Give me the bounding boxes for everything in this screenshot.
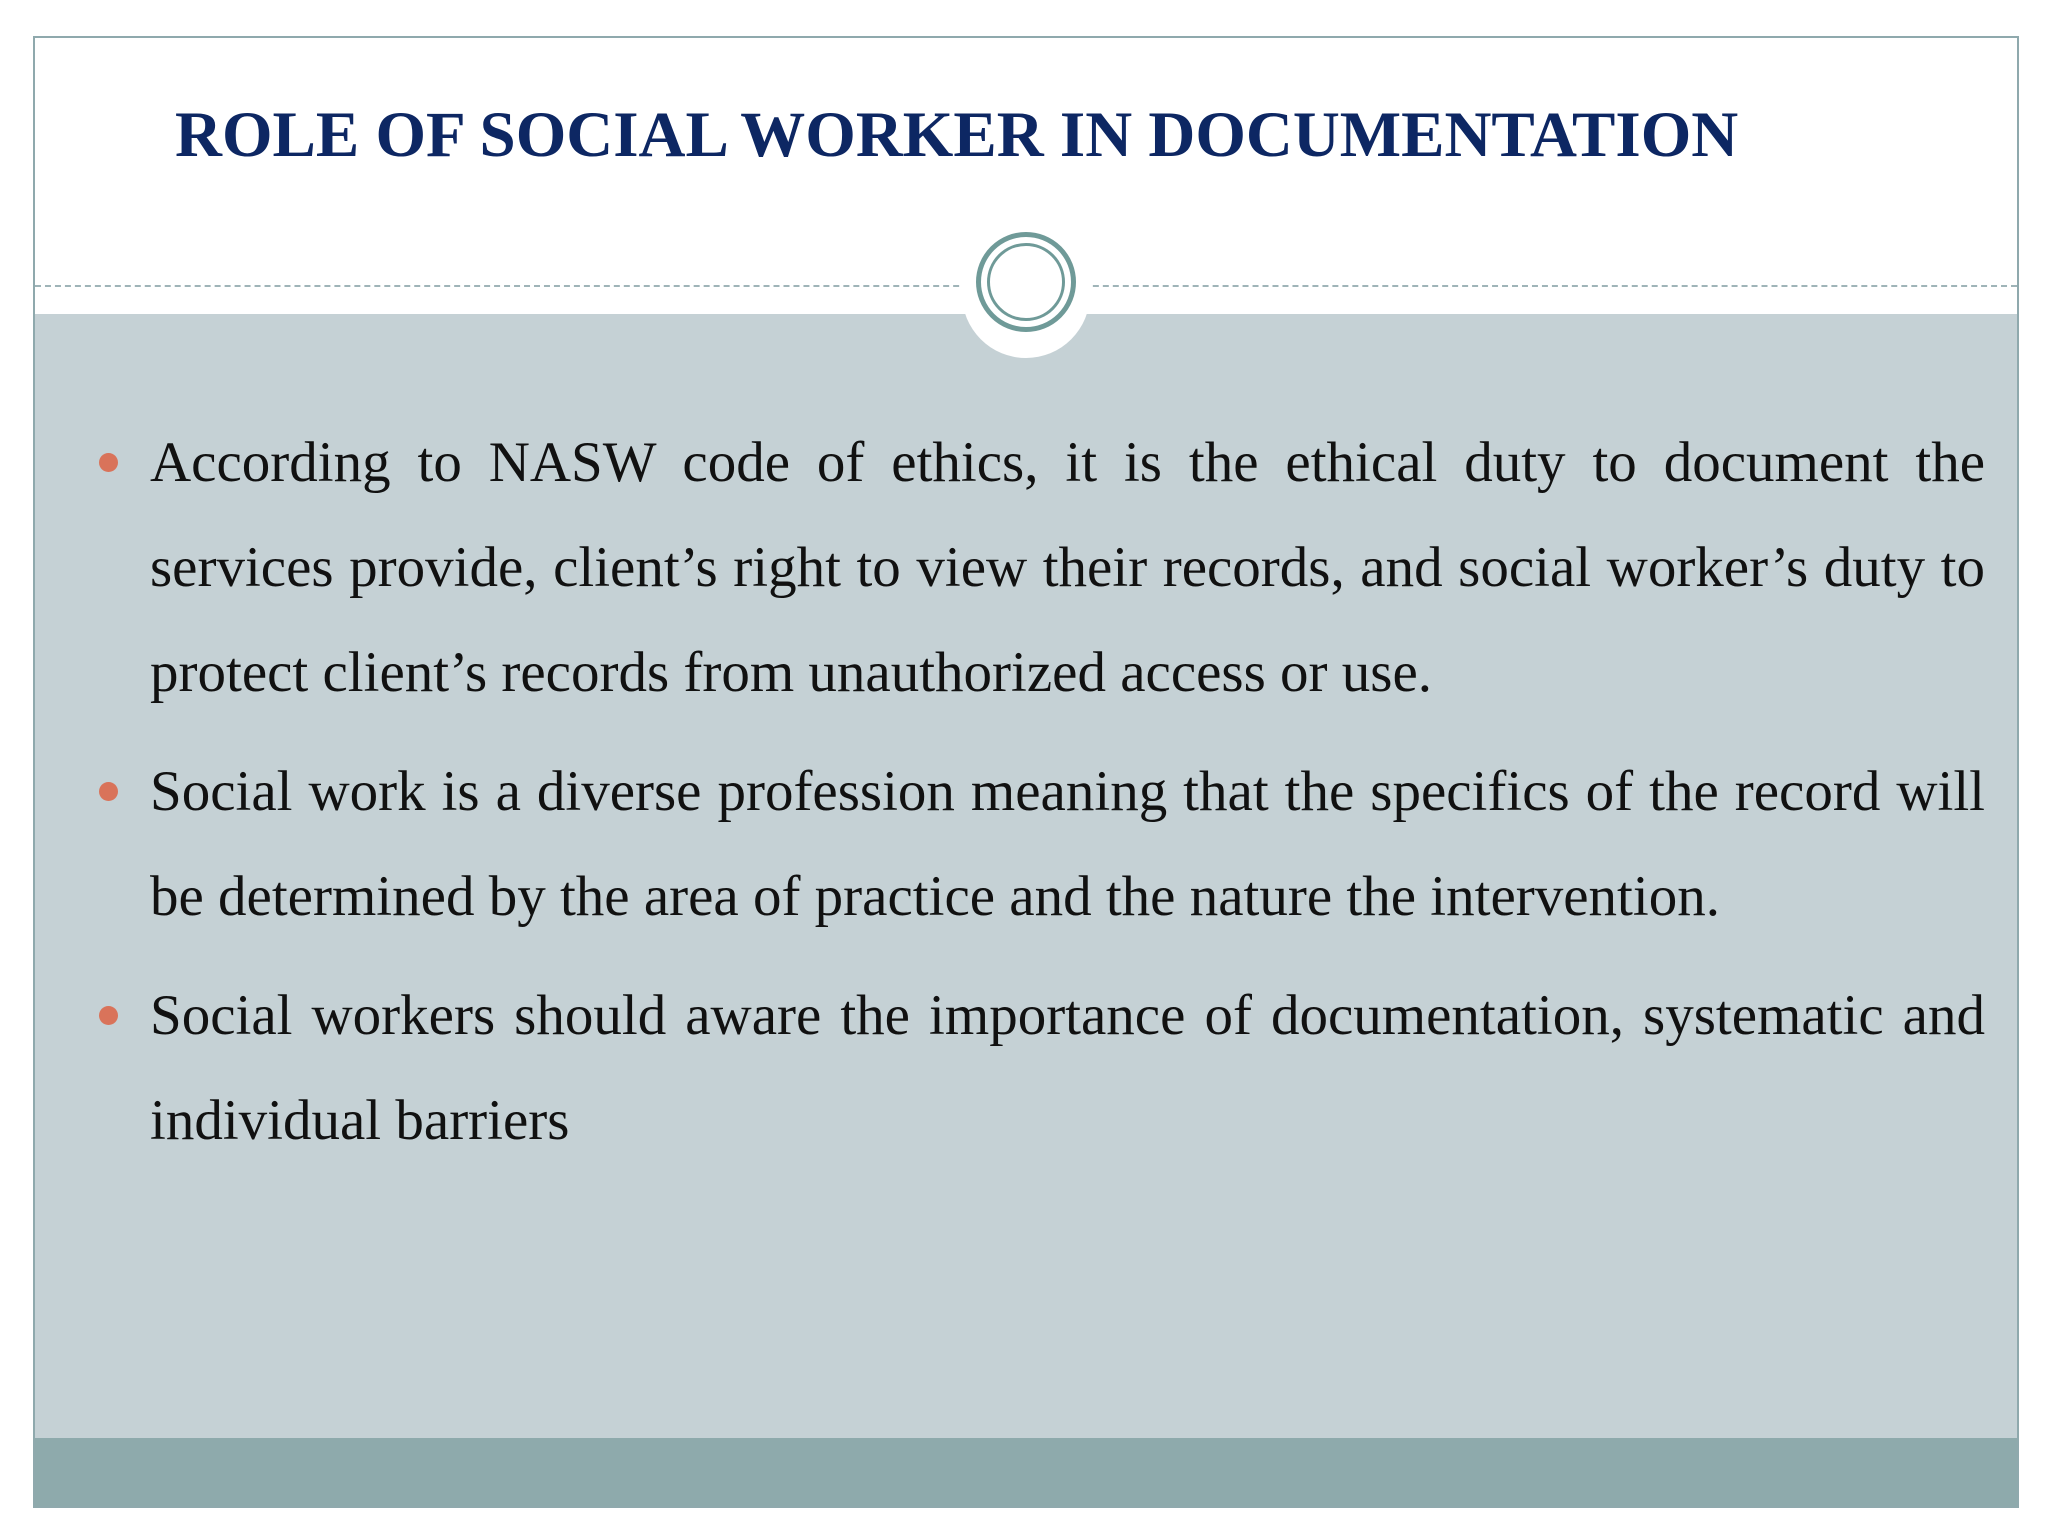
bullet-text: Social work is a diverse profession meaning that the specifics of the record will be determined by the area of practice and the nature the intervention. xyxy=(150,760,1985,928)
slide xyxy=(33,36,2019,1508)
list-item xyxy=(150,739,1985,949)
footer-bar xyxy=(35,1438,2017,1506)
list-item xyxy=(150,410,1985,725)
inner-ring xyxy=(987,243,1065,321)
bullet-dot-icon xyxy=(99,1006,118,1025)
double-ring-icon xyxy=(976,232,1076,332)
slide-title: ROLE OF SOCIAL WORKER IN DOCUMENTATION xyxy=(175,99,1739,171)
list-item xyxy=(150,963,1985,1173)
bullet-dot-icon xyxy=(99,782,118,801)
bullet-dot-icon xyxy=(99,453,118,472)
bullet-text: According to NASW code of ethics, it is the ethical duty to document the services provide, client’s right to view their records, and social worker’s duty to protect client’s records from unauthorized access or use. xyxy=(150,431,1985,704)
bullet-list xyxy=(150,410,1985,1187)
bullet-text: Social workers should aware the importance of documentation, systematic and individual barriers xyxy=(150,984,1985,1152)
content-area xyxy=(35,314,2017,1438)
